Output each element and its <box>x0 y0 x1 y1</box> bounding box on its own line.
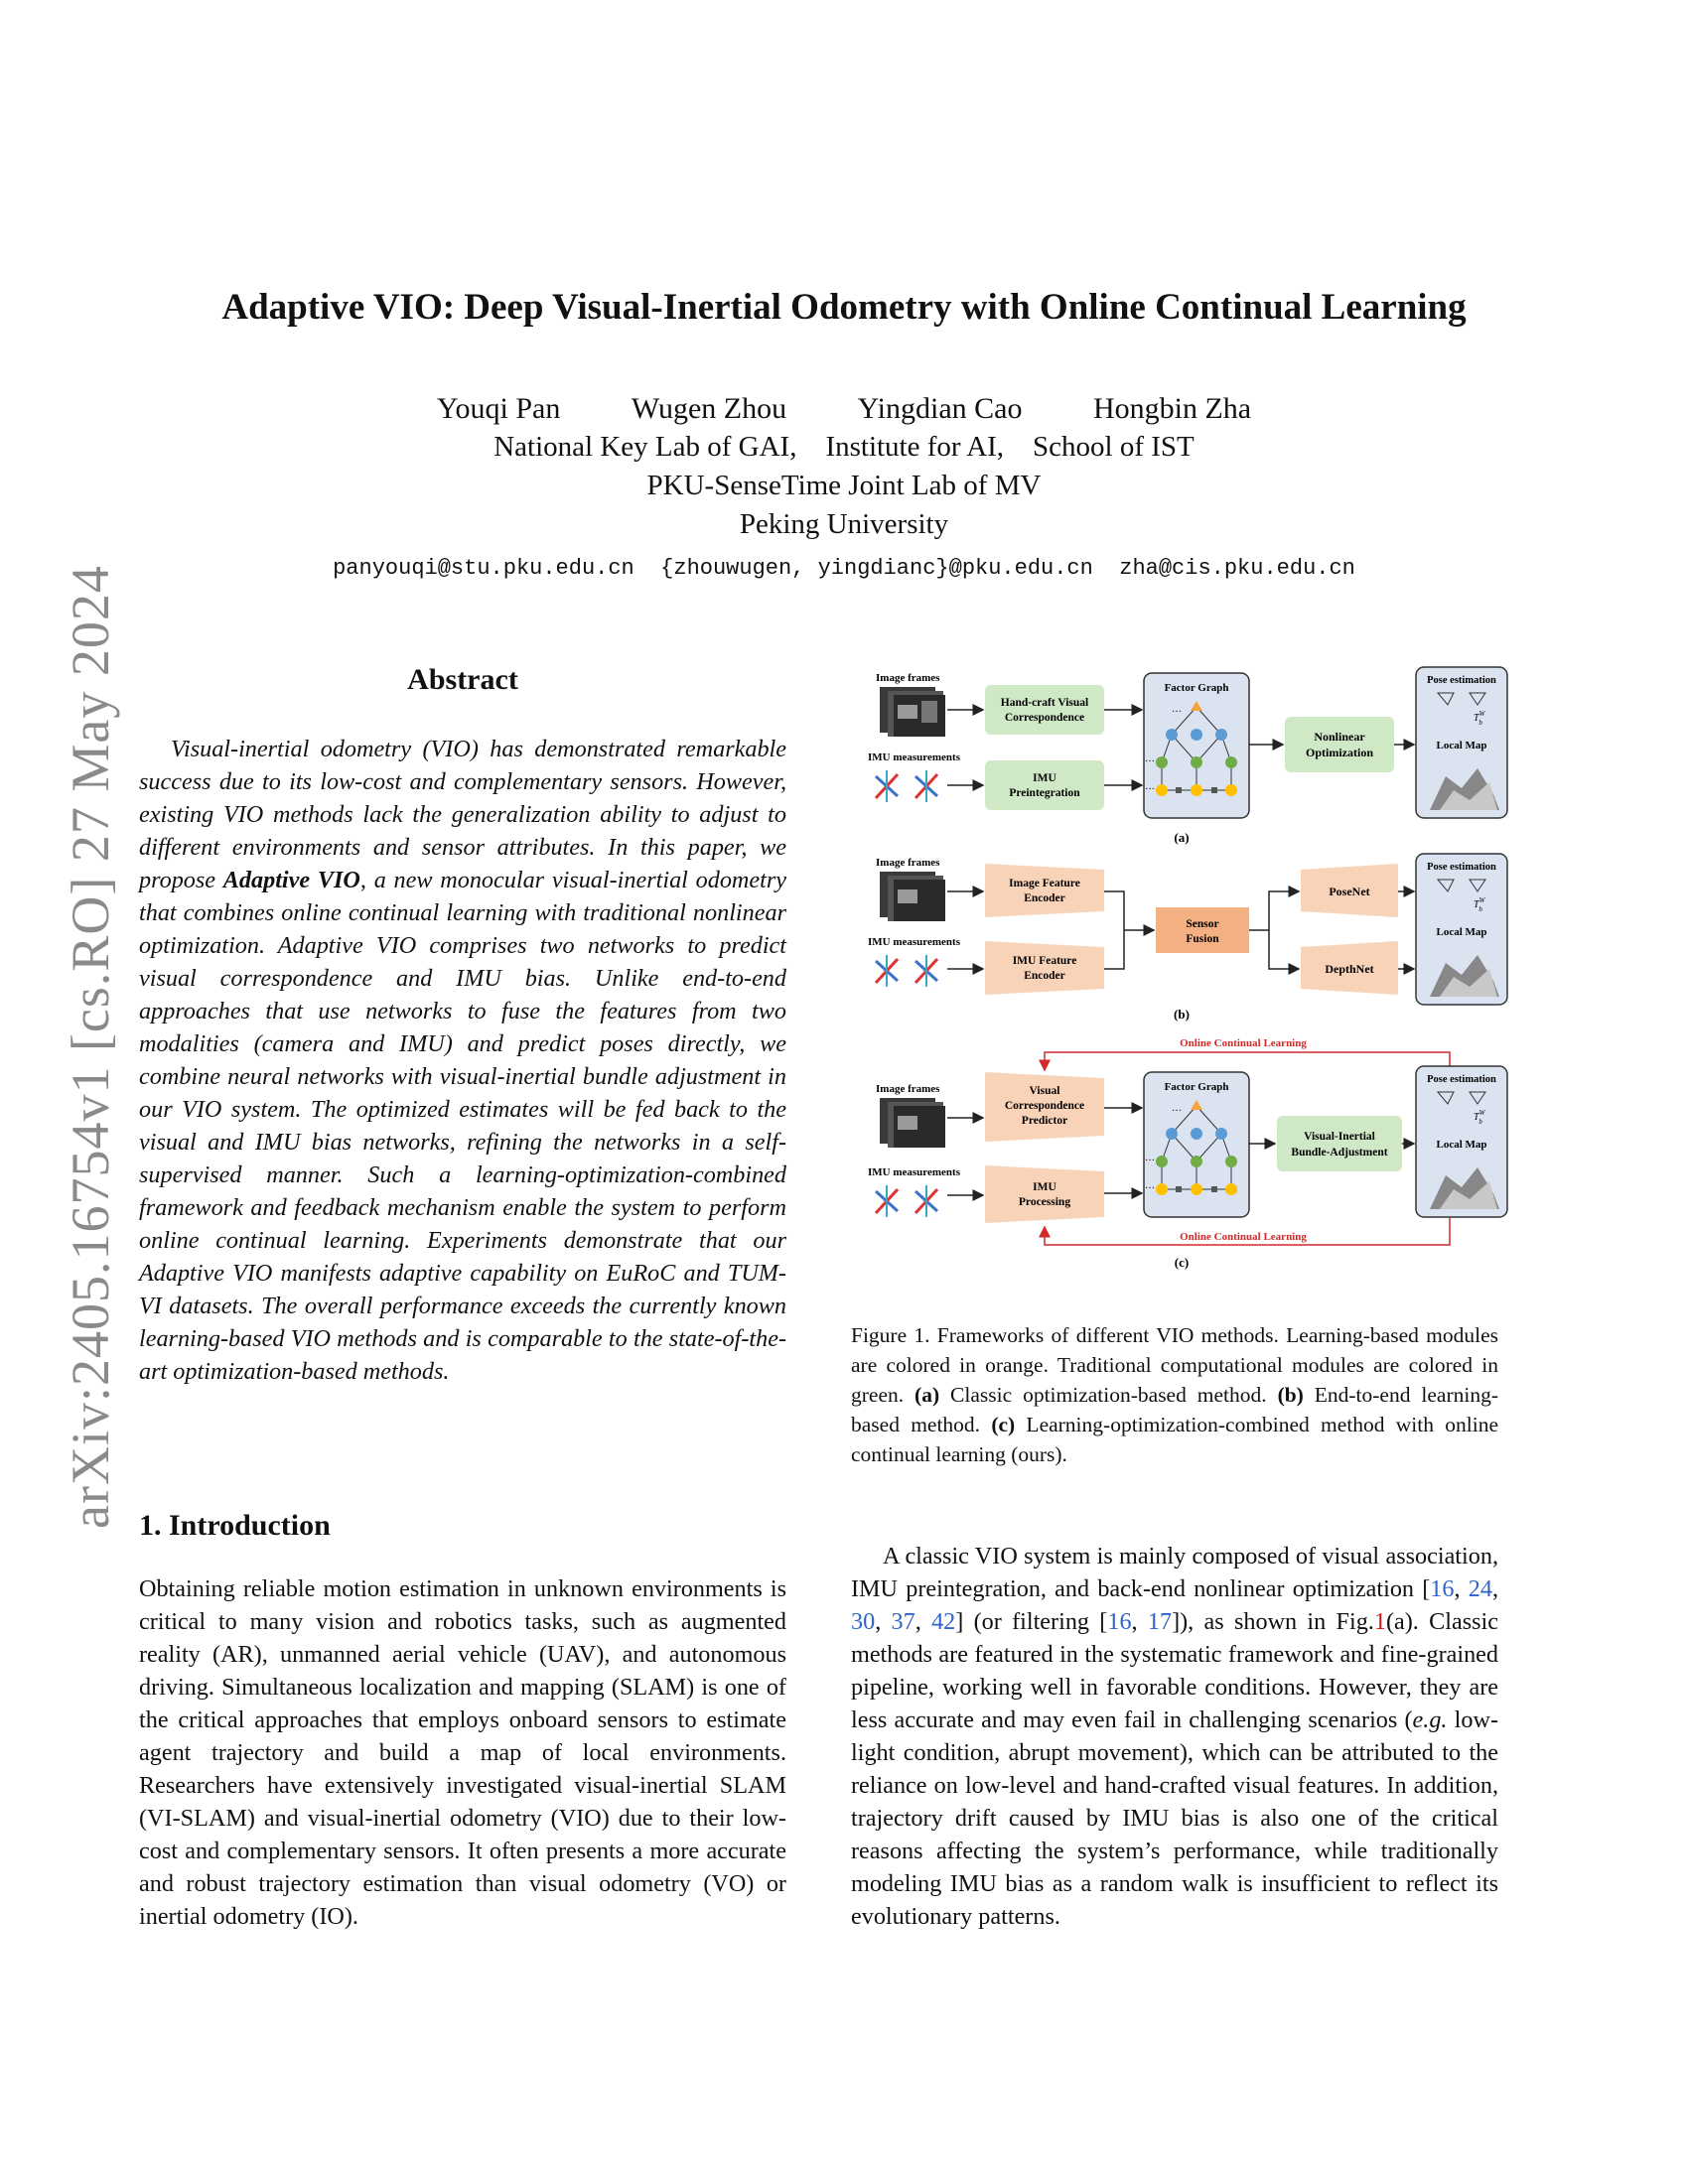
image-frames-label: Image frames <box>876 857 940 869</box>
figure-reference-link[interactable]: 1 <box>1373 1608 1386 1635</box>
caption-a-marker: (a) <box>914 1383 940 1407</box>
para-text: A classic VIO system is mainly composed of visual association, IMU preintegration, and back-end nonlinear optimization [ <box>851 1543 1498 1602</box>
image-frames-label: Image frames <box>876 672 940 684</box>
imu-preintegration-box <box>985 760 1104 810</box>
abstract-text <box>139 733 786 1388</box>
pose-symbol-sub: b <box>1478 1118 1482 1126</box>
arxiv-side-stamp: arXiv:2405.16754v1 [cs.RO] 27 May 2024 <box>61 565 120 1529</box>
viba-label-1: Visual-Inertial <box>1304 1131 1375 1143</box>
para-sep: , <box>1454 1575 1469 1602</box>
subfigure-b-label: (b) <box>1174 1007 1190 1022</box>
factor-graph-label: Factor Graph <box>1164 682 1229 694</box>
svg-text:···: ··· <box>1145 1156 1155 1166</box>
svg-text:···: ··· <box>1172 1106 1182 1117</box>
pose-estimation-label: Pose estimation <box>1427 862 1496 873</box>
pose-symbol-sub: b <box>1478 905 1482 913</box>
caption-b-marker: (b) <box>1277 1383 1304 1407</box>
factor-graph-panel <box>1144 673 1249 818</box>
svg-text:···: ··· <box>1145 1183 1155 1194</box>
visual-predictor-label-1: Visual <box>1029 1085 1060 1097</box>
imu-processing-box <box>985 1165 1104 1223</box>
abstract-part: Visual-inertial odometry (VIO) has demonstrated remarkable success due to its low-cost and complementary sensors. However, existing VIO methods lack the generalization ability to adjust to different environments and sensor attributes. In this paper, we propose <box>139 736 786 893</box>
citation-link[interactable]: 17 <box>1147 1608 1173 1635</box>
pose-symbol-sub: b <box>1478 719 1482 727</box>
abstract-method-name: Adaptive VIO <box>222 867 360 893</box>
para-sep: , <box>1131 1608 1148 1635</box>
image-frames-thumbnail <box>880 872 945 921</box>
figure-1 <box>854 665 1509 1300</box>
handcraft-label-2: Correspondence <box>1004 712 1085 724</box>
pose-symbol-sup: W <box>1478 896 1485 904</box>
handcraft-correspondence-box <box>985 685 1104 735</box>
subfigure-c-label: (c) <box>1174 1255 1190 1270</box>
affiliation-line: Peking University <box>739 508 949 540</box>
citation-link[interactable]: 16 <box>1107 1608 1132 1635</box>
pose-symbol-sup: W <box>1478 710 1485 718</box>
affiliation-line: National Key Lab of GAI, Institute for AI, School of IST <box>493 431 1195 463</box>
pose-estimation-label: Pose estimation <box>1427 675 1496 686</box>
citation-link[interactable]: 37 <box>891 1608 915 1635</box>
author-name: Yingdian Cao <box>857 392 1023 425</box>
pose-estimation-label: Pose estimation <box>1427 1074 1496 1085</box>
paper-title: Adaptive VIO: Deep Visual-Inertial Odometry with Online Continual Learning <box>221 287 1467 328</box>
para-text: ]), as shown in Fig. <box>1172 1608 1374 1635</box>
imu-axes-icon <box>876 955 937 987</box>
svg-text:···: ··· <box>1172 707 1182 718</box>
local-map-label: Local Map <box>1436 740 1487 751</box>
imu-encoder-label-1: IMU Feature <box>1012 955 1077 967</box>
pose-symbol-t: T <box>1474 713 1479 724</box>
local-map-label: Local Map <box>1436 1139 1487 1151</box>
imu-preint-label-2: Preintegration <box>1009 787 1080 799</box>
factor-graph-label: Factor Graph <box>1164 1081 1229 1093</box>
depthnet-label: DepthNet <box>1325 962 1374 976</box>
imu-measurements-label: IMU measurements <box>868 936 960 948</box>
imu-measurements-label: IMU measurements <box>868 1166 960 1178</box>
abstract-part: , a new monocular visual-inertial odometry that combines online continual learning with traditional nonlinear optimization. Adaptive VIO comprises two networks to predict visual correspondence and IMU bias. Unlike end-to-end approaches that use networks to fuse the features from two modalities (camera and IMU) and predict poses directly, we combine neural networks with visual-inertial bundle adjustment in our VIO system. The optimized estimates will be fed back to the visual and IMU bias networks, refining the networks in a self-supervised manner. Such a learning-optimization-combined framework and feedback mechanism enable the system to perform online continual learning. Experiments demonstrate that our Adaptive VIO manifests adaptive capability on EuRoC and TUM-VI datasets. The overall performance exceeds the currently known learning-based VIO methods and is comparable to the state-of-the-art optimization-based methods. <box>139 867 786 1385</box>
author-list <box>0 392 1688 426</box>
figure-caption <box>851 1320 1498 1469</box>
section-heading: 1. Introduction <box>139 1509 331 1542</box>
caption-c-marker: (c) <box>991 1413 1016 1436</box>
feedback-arrow-top <box>1045 1052 1450 1070</box>
imu-axes-icon <box>876 770 937 802</box>
para-text: (a). Classic methods are featured in the systematic framework and fine-grained pipeline, working well in favorable conditions. However, they are less accurate and may even fail in challenging scenarios ( <box>851 1608 1499 1733</box>
posenet-label: PoseNet <box>1329 885 1370 898</box>
caption-a-text: Classic optimization-based method. <box>939 1383 1278 1407</box>
citation-link[interactable]: 30 <box>851 1608 876 1635</box>
image-feature-encoder-box <box>985 864 1104 917</box>
handcraft-label-1: Hand-craft Visual <box>1000 697 1089 709</box>
factor-graph-panel <box>1144 1072 1249 1217</box>
subfigure-a-label: (a) <box>1174 830 1190 845</box>
citation-link[interactable]: 16 <box>1430 1575 1455 1602</box>
visual-predictor-label-2: Correspondence <box>1004 1100 1085 1112</box>
sensor-fusion-label-2: Fusion <box>1186 933 1219 945</box>
imu-encoder-label-2: Encoder <box>1024 970 1065 982</box>
citation-link[interactable]: 42 <box>931 1608 956 1635</box>
viba-label-2: Bundle-Adjustment <box>1291 1147 1388 1159</box>
nonlinear-label-1: Nonlinear <box>1314 730 1365 744</box>
para-sep: , <box>875 1608 892 1635</box>
image-frames-label: Image frames <box>876 1083 940 1095</box>
para-eg: e.g. <box>1412 1706 1448 1733</box>
online-learning-label-top: Online Continual Learning <box>1180 1037 1307 1049</box>
para-text: ] (or filtering [ <box>955 1608 1108 1635</box>
local-map-label: Local Map <box>1436 926 1487 938</box>
citation-link[interactable]: 24 <box>1468 1575 1492 1602</box>
online-learning-label-bottom: Online Continual Learning <box>1180 1231 1307 1243</box>
nonlinear-optimization-box <box>1285 717 1394 772</box>
pose-symbol-sup: W <box>1478 1109 1485 1117</box>
caption-lead: Figure 1. Frameworks of different VIO methods. Learning-based modules are colored in orange. Traditional computational modules are colored in green. <box>851 1323 1498 1407</box>
image-frames-thumbnail <box>880 687 945 737</box>
abstract-heading: Abstract <box>407 663 518 696</box>
imu-preint-label-1: IMU <box>1033 772 1056 784</box>
svg-text:···: ··· <box>1145 756 1155 767</box>
sensor-fusion-box <box>1156 907 1249 953</box>
imu-axes-icon <box>876 1185 937 1217</box>
right-column-paragraph <box>851 1540 1498 1933</box>
svg-text:···: ··· <box>1145 784 1155 795</box>
imu-feature-encoder-box <box>985 941 1104 995</box>
sensor-fusion-label-1: Sensor <box>1186 918 1219 930</box>
image-encoder-label-2: Encoder <box>1024 892 1065 904</box>
pose-symbol-t: T <box>1474 899 1479 910</box>
visual-predictor-label-3: Predictor <box>1021 1115 1068 1127</box>
imu-processing-label-1: IMU <box>1033 1181 1056 1193</box>
affiliation-line: PKU-SenseTime Joint Lab of MV <box>646 470 1042 501</box>
intro-paragraph: Obtaining reliable motion estimation in unknown environments is critical to many vision and robotics tasks, such as augmented reality (AR), unmanned aerial vehicle (UAV), and autonomous driving. Simultaneous localization and mapping (SLAM) is one of the critical approaches that employs onboard sensors to estimate agent trajectory and build a map of local environments. Researchers have extensively investigated visual-inertial SLAM (VI-SLAM) and visual-inertial odometry (VIO) due to their low-cost and complementary sensors. It often presents a more accurate and robust trajectory estimation than visual odometry (VO) or inertial odometry (IO). <box>139 1575 786 1930</box>
nonlinear-label-2: Optimization <box>1306 746 1373 759</box>
pose-symbol-t: T <box>1474 1112 1479 1123</box>
author-name: Youqi Pan <box>436 392 561 425</box>
imu-processing-label-2: Processing <box>1018 1196 1071 1208</box>
visual-inertial-ba-box <box>1277 1116 1402 1171</box>
para-text: low-light condition, abrupt movement), which can be attributed to the reliance on low-level and hand-crafted visual features. In addition, trajectory drift caused by IMU bias is also one of the critical reasons affecting the system’s performance, while traditionally modeling IMU bias as a random walk is insufficient to reflect its evolutionary patterns. <box>851 1706 1498 1930</box>
image-frames-thumbnail <box>880 1098 945 1148</box>
para-sep: , <box>914 1608 932 1635</box>
author-name: Wugen Zhou <box>631 392 787 425</box>
author-name: Hongbin Zha <box>1092 392 1252 425</box>
caption-c-text: Learning-optimization-combined method with online continual learning (ours). <box>851 1413 1498 1466</box>
imu-measurements-label: IMU measurements <box>868 751 960 763</box>
author-emails: panyouqi@stu.pku.edu.cn {zhouwugen, yingdianc}@pku.edu.cn zha@cis.pku.edu.cn <box>333 556 1355 581</box>
caption-b-text: End-to-end learning-based method. <box>851 1383 1498 1436</box>
image-encoder-label-1: Image Feature <box>1009 878 1080 889</box>
para-sep: , <box>1491 1575 1498 1602</box>
framework-diagram <box>854 665 1509 1300</box>
